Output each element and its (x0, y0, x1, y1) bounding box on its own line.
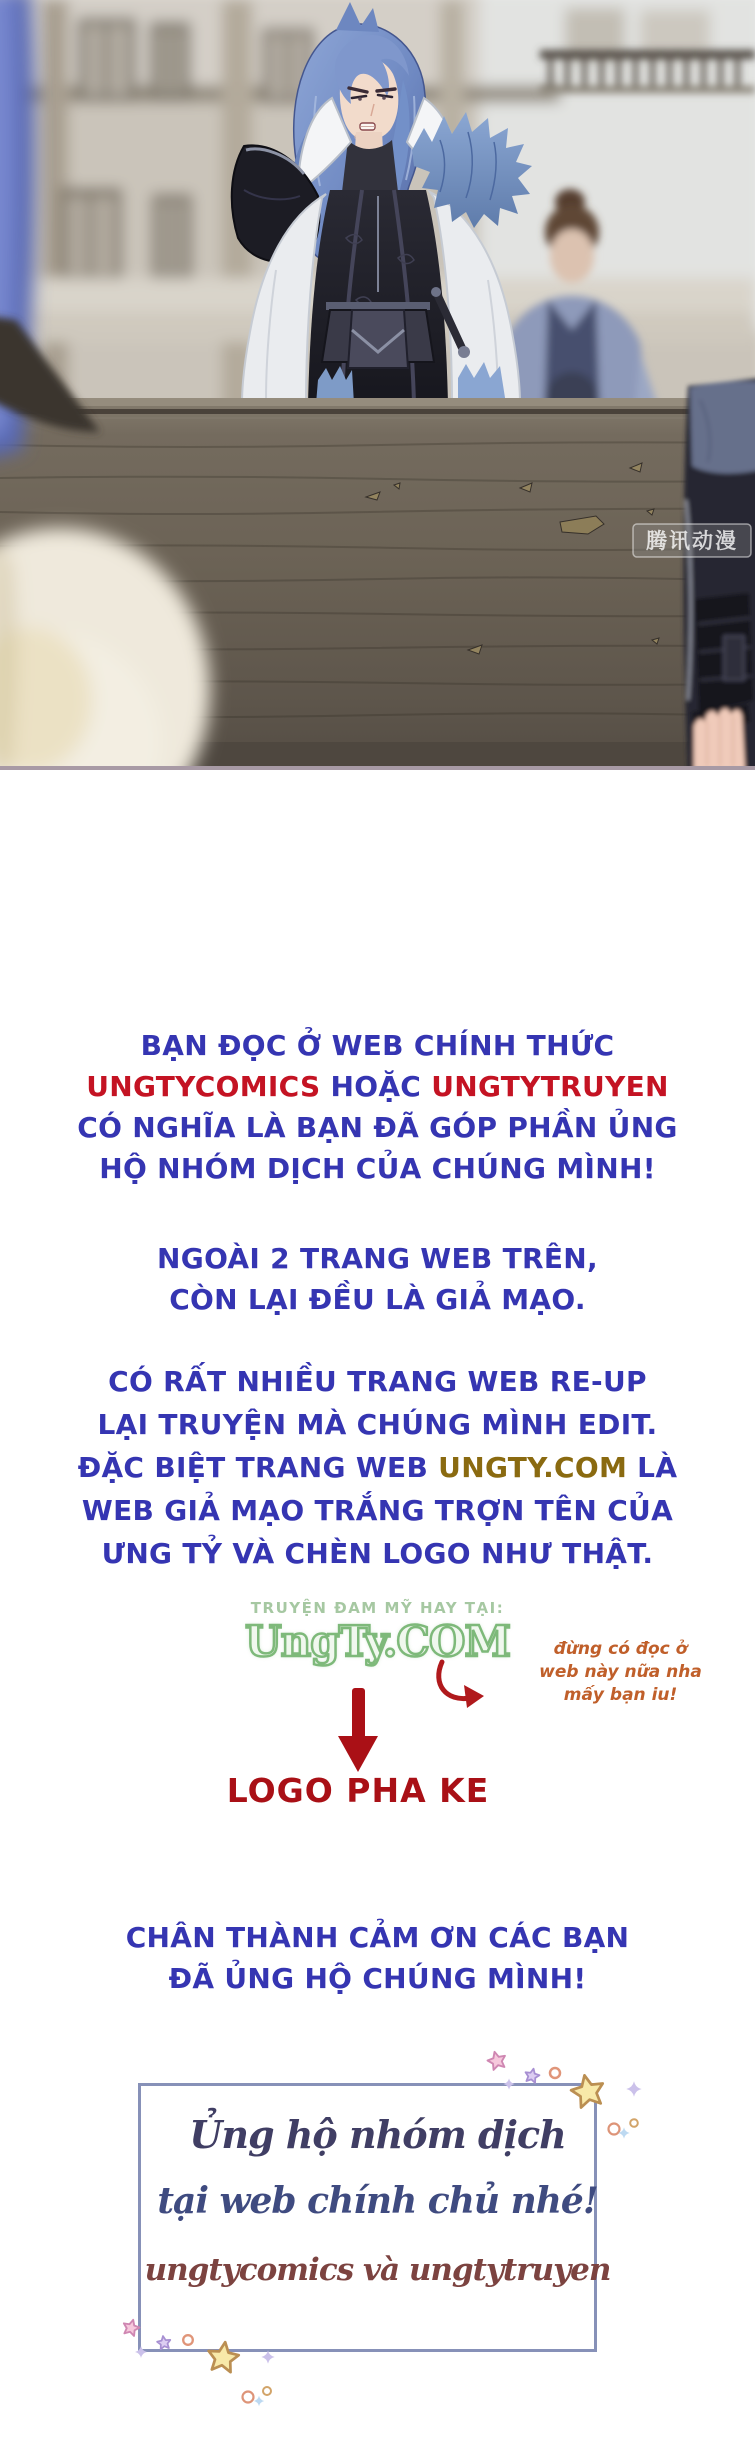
notice-line: CÓ NGHĨA LÀ BẠN ĐÃ GÓP PHẦN ỦNG (77, 1111, 678, 1144)
star-decorations (0, 2040, 755, 2430)
star-cluster-top (486, 2049, 642, 2138)
fake-site-domain: UNGTY.COM (438, 1451, 628, 1484)
notice-line: HỘ NHÓM DỊCH CỦA CHÚNG MÌNH! (99, 1152, 656, 1185)
notice-segment: ĐẶC BIỆT TRANG WEB (77, 1451, 439, 1484)
fake-logo-tagline: TRUYỆN ĐAM MỸ HAY TẠI: (250, 1599, 505, 1617)
star-cluster-bottom (121, 2318, 274, 2407)
side-note-line: đừng có đọc ở (553, 1639, 688, 1659)
support-box-sites: ungtycomics và ungtytruyen (144, 2252, 611, 2288)
reup-warning (0, 1360, 755, 1575)
comic-panel (0, 0, 755, 770)
notice-line: WEB GIẢ MẠO TRẮNG TRỢN TÊN CỦA (81, 1494, 674, 1527)
support-box-line: tại web chính chủ nhé! (157, 2180, 598, 2222)
notice-line: CÓ RẤT NHIỀU TRANG WEB RE-UP (108, 1365, 647, 1398)
side-note (538, 1638, 703, 1707)
notice-segment: LÀ (627, 1451, 678, 1484)
publisher-watermark (633, 524, 751, 557)
fake-logo-text: UngTy.COM (245, 1617, 510, 1666)
notice-line: CÒN LẠI ĐỀU LÀ GIẢ MẠO. (169, 1283, 586, 1316)
thanks-line: CHÂN THÀNH CẢM ƠN CÁC BẠN (125, 1921, 630, 1954)
notice-line: BẠN ĐỌC Ở WEB CHÍNH THỨC (140, 1029, 615, 1062)
foreground-right-figure (684, 378, 755, 770)
notice-line: ƯNG TỶ VÀ CHÈN LOGO NHƯ THẬT. (101, 1537, 654, 1570)
support-box-line: Ủng hộ nhóm dịch (189, 2112, 566, 2157)
or-word: HOẶC (320, 1070, 432, 1103)
site-name-ungtytruyen: UNGTYTRUYEN (431, 1070, 669, 1103)
notice-line-fakesite (0, 1446, 755, 1489)
down-arrow-icon (330, 1684, 386, 1776)
side-note-line: web này nữa nha (539, 1662, 702, 1682)
thanks-line: ĐÃ ỦNG HỘ CHÚNG MÌNH! (168, 1962, 587, 1995)
thanks-message (0, 1917, 755, 1999)
curved-arrow-icon (430, 1658, 510, 1718)
watermark-text: 腾讯动漫 (646, 529, 738, 553)
notice-line: LẠI TRUYỆN MÀ CHÚNG MÌNH EDIT. (97, 1408, 658, 1441)
fake-logo-caption: LOGO PHA KE (226, 1771, 490, 1810)
fake-sites-warning (0, 1238, 755, 1320)
side-note-line: mấy bạn iu! (563, 1685, 678, 1705)
notice-line-sites (0, 1066, 755, 1107)
official-web-notice (0, 1025, 755, 1189)
panel-bottom-edge (0, 766, 755, 770)
notice-line: NGOÀI 2 TRANG WEB TRÊN, (157, 1242, 598, 1275)
site-name-ungtycomics: UNGTYCOMICS (86, 1070, 321, 1103)
